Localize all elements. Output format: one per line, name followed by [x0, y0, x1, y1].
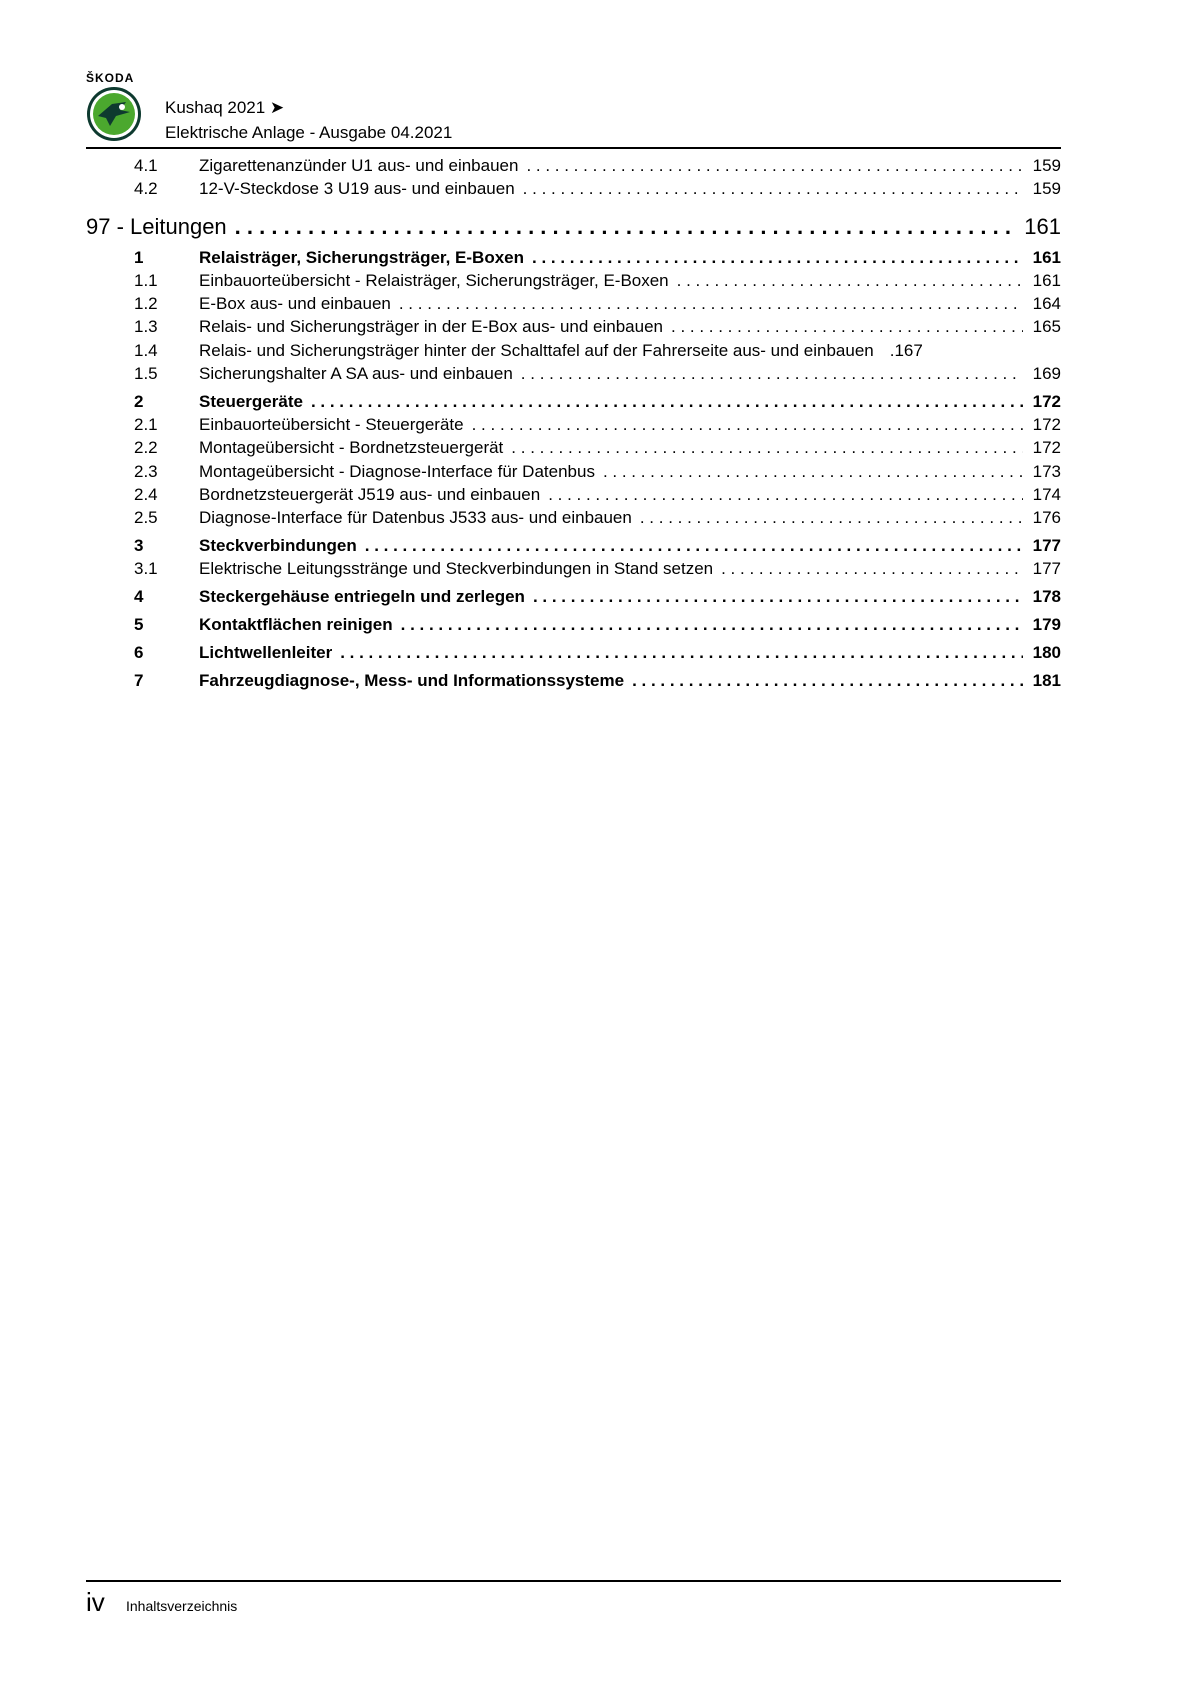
toc-leader — [340, 643, 1023, 663]
toc-page: 172 — [1032, 438, 1061, 457]
toc-number: 1.2 — [134, 294, 158, 313]
toc-number: 5 — [134, 615, 144, 634]
toc-leader — [548, 485, 1023, 505]
toc-leader — [401, 615, 1023, 635]
toc-number: 4.1 — [134, 156, 158, 175]
toc-section-entry[interactable] — [134, 615, 1061, 637]
toc-entry[interactable] — [134, 179, 1061, 201]
toc-page: 177 — [1032, 559, 1061, 578]
toc-title: Bordnetzsteuergerät J519 aus- und einbauen — [199, 485, 541, 504]
toc-number: 2.4 — [134, 485, 158, 504]
toc-leader — [532, 248, 1023, 268]
toc-number: 1.5 — [134, 364, 158, 383]
footer-divider — [86, 1580, 1061, 1582]
toc-title: Kontaktflächen reinigen — [199, 615, 393, 634]
toc-title: Relaisträger, Sicherungsträger, E-Boxen — [199, 248, 525, 267]
toc-number: 6 — [134, 643, 144, 662]
toc-title: Einbauorteübersicht - Steuergeräte — [199, 415, 464, 434]
footer-page-number: iv — [86, 1587, 105, 1617]
toc-number: 1.1 — [134, 271, 158, 290]
toc-number: 3 — [134, 536, 144, 555]
toc-leader — [533, 587, 1023, 607]
toc-section-entry[interactable] — [134, 587, 1061, 609]
toc-page: 174 — [1032, 485, 1061, 504]
toc-number: 1.4 — [134, 341, 158, 360]
toc-leader — [721, 559, 1023, 579]
toc-number: 2.3 — [134, 462, 158, 481]
toc-entry[interactable] — [134, 317, 1061, 339]
toc-number: 4.2 — [134, 179, 158, 198]
toc-title: Steckverbindungen — [199, 536, 357, 555]
toc-page: 172 — [1032, 392, 1061, 411]
toc-section-entry[interactable] — [134, 536, 1061, 558]
toc-number: 2.1 — [134, 415, 158, 434]
toc-title: Montageübersicht - Diagnose-Interface für Datenbus — [199, 462, 595, 481]
toc-section-entry[interactable] — [134, 392, 1061, 414]
toc-number: 4 — [134, 587, 144, 606]
toc-page: 173 — [1032, 462, 1061, 481]
toc-chapter-entry[interactable] — [86, 214, 1061, 242]
toc-chapter-title: 97 - Leitungen — [86, 214, 227, 239]
toc-entry[interactable] — [134, 364, 1061, 386]
toc-entry[interactable] — [134, 508, 1061, 530]
toc-title: 12-V-Steckdose 3 U19 aus- und einbauen — [199, 179, 515, 198]
toc-title: Zigarettenanzünder U1 aus- und einbauen — [199, 156, 519, 175]
toc-leader — [399, 294, 1023, 314]
toc-number: 2.5 — [134, 508, 158, 527]
toc-leader — [365, 536, 1023, 556]
toc-leader — [526, 156, 1023, 176]
toc-title: Diagnose-Interface für Datenbus J533 aus- und einbauen — [199, 508, 632, 527]
toc-section-entry[interactable] — [134, 643, 1061, 665]
toc-leader — [677, 271, 1023, 291]
toc-page: 181 — [1032, 671, 1061, 690]
toc-page: 164 — [1032, 294, 1061, 313]
toc-page: 177 — [1032, 536, 1061, 555]
toc-leader — [472, 415, 1023, 435]
toc-title: Steckergehäuse entriegeln und zerlegen — [199, 587, 525, 606]
toc-page: 161 — [1024, 214, 1061, 239]
toc-entry[interactable] — [134, 156, 1061, 178]
toc-leader — [523, 179, 1023, 199]
document-subtitle: Elektrische Anlage - Ausgabe 04.2021 — [165, 123, 453, 142]
toc-page: .167 — [889, 341, 923, 360]
toc-page: 169 — [1032, 364, 1061, 383]
toc-page: 159 — [1032, 156, 1061, 175]
toc-section-entry[interactable] — [134, 671, 1061, 693]
toc-leader — [671, 317, 1023, 337]
toc-leader — [603, 462, 1023, 482]
toc-number: 2 — [134, 392, 144, 411]
toc-number: 7 — [134, 671, 144, 690]
brand-wordmark: ŠKODA — [86, 71, 135, 85]
toc-title: Montageübersicht - Bordnetzsteuergerät — [199, 438, 504, 457]
toc-entry[interactable] — [134, 415, 1061, 437]
toc-leader — [640, 508, 1023, 528]
toc-entry[interactable] — [134, 462, 1061, 484]
toc-title: Relais- und Sicherungsträger hinter der Schalttafel auf der Fahrerseite aus- und einbauen — [199, 341, 874, 360]
toc-title: E-Box aus- und einbauen — [199, 294, 391, 313]
toc-number: 3.1 — [134, 559, 158, 578]
toc-entry[interactable] — [134, 271, 1061, 293]
toc-section-entry[interactable] — [134, 248, 1061, 270]
toc-page: 172 — [1032, 415, 1061, 434]
toc-entry[interactable] — [134, 559, 1061, 581]
toc-page: 176 — [1032, 508, 1061, 527]
toc-number: 1.3 — [134, 317, 158, 336]
document-model-title: Kushaq 2021 ➤ — [165, 98, 285, 117]
toc-page: 179 — [1032, 615, 1061, 634]
skoda-logo-icon — [86, 86, 142, 142]
footer-section-title: Inhaltsverzeichnis — [126, 1598, 238, 1614]
toc-page: 159 — [1032, 179, 1061, 198]
toc-title: Lichtwellenleiter — [199, 643, 333, 662]
toc-title: Einbauorteübersicht - Relaisträger, Sicherungsträger, E-Boxen — [199, 271, 669, 290]
toc-leader — [235, 214, 1017, 240]
toc-title: Sicherungshalter A SA aus- und einbauen — [199, 364, 513, 383]
toc-page: 161 — [1032, 248, 1061, 267]
toc-leader — [511, 438, 1023, 458]
toc-entry[interactable] — [134, 294, 1061, 316]
toc-title: Steuergeräte — [199, 392, 303, 411]
toc-number: 2.2 — [134, 438, 158, 457]
toc-leader — [311, 392, 1023, 412]
toc-entry[interactable] — [134, 438, 1061, 460]
toc-page: 180 — [1032, 643, 1061, 662]
toc-number: 1 — [134, 248, 144, 267]
toc-title: Relais- und Sicherungsträger in der E-Box aus- und einbauen — [199, 317, 663, 336]
toc-entry[interactable] — [134, 341, 1061, 363]
toc-page: 161 — [1032, 271, 1061, 290]
toc-title: Elektrische Leitungsstränge und Steckverbindungen in Stand setzen — [199, 559, 714, 578]
toc-leader — [521, 364, 1023, 384]
toc-page: 178 — [1032, 587, 1061, 606]
toc-title: Fahrzeugdiagnose-, Mess- und Informationssysteme — [199, 671, 625, 690]
header-divider — [86, 147, 1061, 149]
toc-entry[interactable] — [134, 485, 1061, 507]
toc-leader — [632, 671, 1023, 691]
toc-page: 165 — [1032, 317, 1061, 336]
